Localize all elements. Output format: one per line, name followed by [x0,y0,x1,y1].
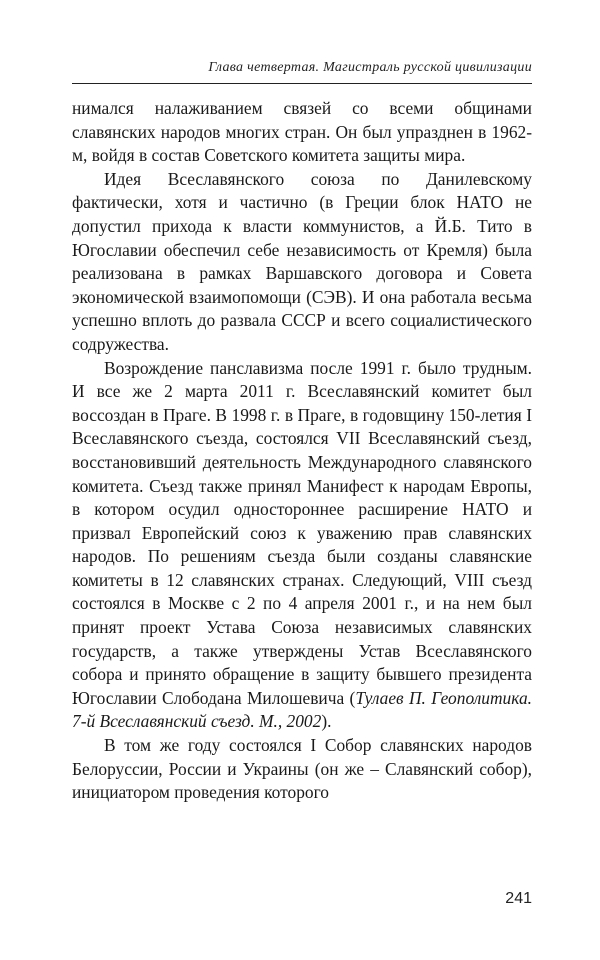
citation-close: ). [321,711,332,732]
paragraph-text: Возрождение панславизма после 1991 г. было трудным. И все же 2 марта 2011 г. Всеславянский комитет был воссоздан в Праге. В 1998 г. в Праге, в годовщину 150-летия I Всеславянского съезда, состоялся VII Всеславянский съезд, восстановивший деятельность Международного славянского комитета. Съезд также принял Манифест к народам Европы, в котором осудил одностороннее расширение НАТО и призвал Европейский союз к уважению прав славянских народов. По решениям съезда были созданы славянские комитеты в 12 славянских странах. Следующий, VIII съезд состоялся в Москве с 2 по 4 апреля 2001 г., и на нем был принят проект Устава Союза независимых славянских государств, а также утверждены Устав Всеславянского собора и принято обращение в защиту бывшего президента Югославии Слободана Милошевича ( [72,357,532,708]
paragraph-panslavism-revival [72,357,532,735]
page-number: 241 [505,890,532,907]
paragraph-continuation: нимался налаживанием связей со всеми общинами славянских народов многих стран. Он был упразднен в 1962-м, войдя в состав Советского комитета защиты мира. [72,98,532,166]
header-rule [72,83,532,84]
citation: Тулаев П. Геополитика. 7-й Всеславянский съезд. М., 2002 [72,687,532,732]
paragraph-slavic-council: В том же году состоялся I Собор славянских народов Белоруссии, России и Украины (он же – Славянский собор), инициатором проведения которого [72,735,532,803]
body-text [72,97,532,805]
running-head: Глава четвертая. Магистраль русской цивилизации [208,60,532,75]
paragraph-union-idea: Идея Всеславянского союза по Данилевскому фактически, хотя и частично (в Греции блок НАТО не допустил прихода к власти коммунистов, а Й.Б. Тито в Югославии обеспечил себе независимость от Кремля) была реализована в рамках Варшавского договора и Совета экономической взаимопомощи (СЭВ). И она работала весьма успешно вплоть до развала СССР и всего социалистического содружества. [72,168,532,354]
